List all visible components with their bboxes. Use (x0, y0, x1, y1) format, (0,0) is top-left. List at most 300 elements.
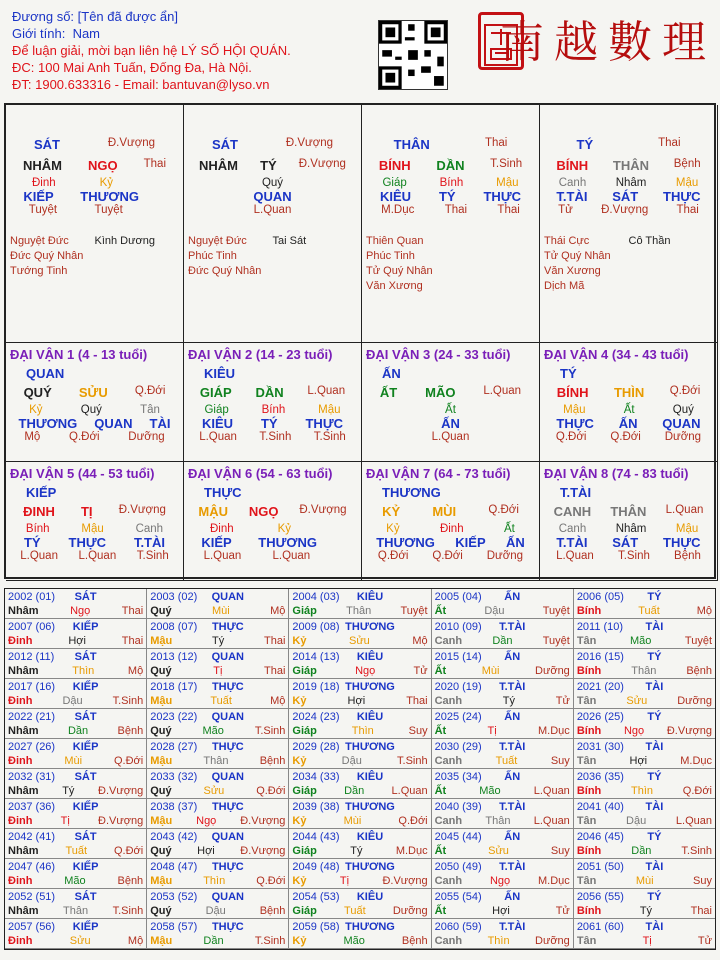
year-stem: Bính (576, 845, 602, 857)
year-cell[interactable] (432, 739, 574, 768)
year-branch: Dần (203, 935, 224, 947)
year-pillar (150, 784, 285, 798)
daivan-god-item: THỰC (305, 416, 343, 431)
year-phase: Mộ (127, 665, 144, 677)
year-phase: Tuyệt (542, 605, 570, 617)
year-label: 2023 (22) (150, 711, 198, 723)
daivan-main-item: ẤT (379, 385, 398, 400)
year-phase: Đ.Vượng (666, 725, 713, 737)
year-stem: Mậu (150, 875, 173, 887)
daivan-title: ĐẠI VẬN 5 (44 - 53 tuổi) (10, 466, 155, 481)
year-cell[interactable] (5, 709, 147, 738)
year-pillar (150, 634, 285, 648)
table-row (5, 679, 715, 709)
daivan-hidden-stem (10, 404, 179, 416)
year-cell[interactable] (147, 829, 289, 858)
year-cell[interactable] (5, 649, 147, 678)
year-pillar (150, 934, 285, 948)
daivan-main-item: SỬU (78, 385, 108, 400)
year-stem: Nhâm (8, 725, 39, 737)
daivan-main (188, 504, 357, 519)
year-pillar (8, 904, 143, 918)
year-phase: Q.Đới (398, 815, 428, 827)
year-cell[interactable] (5, 619, 147, 648)
year-label: 2050 (49) (434, 861, 482, 873)
year-cell[interactable] (289, 709, 431, 738)
year-cell[interactable] (147, 649, 289, 678)
year-phase: Suy (693, 875, 713, 887)
year-pillar (150, 604, 285, 618)
palace-state: Đ.Vượng (285, 137, 334, 149)
year-cell[interactable] (289, 649, 431, 678)
daivan-main-item: ĐINH (23, 504, 55, 519)
year-stem: Mậu (150, 815, 173, 827)
daivan-god (188, 535, 357, 550)
year-pillar (435, 724, 570, 738)
daivan-god (544, 416, 713, 431)
year-cell[interactable] (432, 589, 574, 618)
palace-main (366, 158, 535, 173)
year-pillar (8, 694, 143, 708)
year-cell[interactable] (574, 859, 715, 888)
year-label: 2033 (32) (150, 771, 198, 783)
year-label: 2011 (10) (576, 621, 624, 633)
daivan-main-item: KỶ (382, 504, 401, 519)
daivan-god (366, 535, 535, 550)
year-label: 2051 (50) (576, 861, 624, 873)
year-phase: Tuyệt (684, 635, 713, 647)
year-phase: T.Sinh (112, 905, 144, 917)
daivan-main-item: THÌN (613, 385, 645, 400)
daivan-main (366, 504, 535, 519)
daivan-main-item: MÙI (432, 504, 457, 519)
year-phase: Q.Đới (682, 785, 712, 797)
year-pillar (577, 874, 712, 888)
palace-god-item: T.TÀI (556, 189, 588, 204)
year-cell[interactable] (289, 619, 431, 648)
year-phase: M.Dục (680, 755, 713, 767)
gender-line (12, 25, 291, 42)
table-row (5, 709, 715, 739)
year-cell[interactable] (574, 739, 715, 768)
gender-label: Giới tính: (12, 26, 66, 41)
daivan-main-item: CANH (553, 504, 592, 519)
year-label: 2005 (04) (434, 591, 482, 603)
year-phase: Thai (264, 665, 286, 677)
daivan-phase-item: L.Quan (199, 431, 237, 443)
year-branch: Tị (60, 815, 70, 827)
year-stem: Mậu (150, 935, 173, 947)
palace-main-item: NGỌ (88, 158, 118, 173)
palace-main-item: T.Sinh (490, 158, 523, 170)
year-label: 2013 (12) (150, 651, 198, 663)
qr-code-icon[interactable] (378, 20, 448, 90)
year-cell[interactable] (147, 589, 289, 618)
year-cell[interactable] (574, 829, 715, 858)
year-phase: Mộ (696, 605, 712, 617)
year-cell[interactable] (574, 889, 715, 918)
daivan-main-item: NGỌ (248, 504, 279, 519)
year-cell[interactable] (147, 769, 289, 798)
year-god: THƯƠNG (345, 801, 395, 813)
year-god: T.TÀI (499, 621, 526, 633)
year-stem: Ất (434, 725, 447, 737)
daivan-hidden-stem-item: Đinh (439, 523, 464, 535)
year-stem: Kỷ (292, 635, 307, 647)
year-cell[interactable] (289, 889, 431, 918)
year-cell[interactable] (574, 619, 715, 648)
year-pillar (8, 874, 143, 888)
year-cell[interactable] (432, 679, 574, 708)
palace-star-name (629, 264, 714, 279)
year-label: 2038 (37) (150, 801, 198, 813)
year-phase: Bệnh (117, 875, 144, 887)
year-cell[interactable] (432, 919, 574, 948)
year-god: ẤN (504, 771, 521, 783)
year-label: 2061 (60) (576, 921, 624, 933)
year-stem: Ất (434, 665, 447, 677)
daivan-phase-item: T.Sinh (136, 550, 169, 562)
daivan-title: ĐẠI VẬN 3 (24 - 33 tuổi) (366, 347, 511, 362)
year-pillar (292, 754, 427, 768)
daivan-phase (188, 431, 357, 443)
year-label: 2042 (41) (8, 831, 56, 843)
daivan-hidden-stem-item: Canh (135, 523, 164, 535)
year-cell[interactable] (147, 799, 289, 828)
daivan-cell (362, 343, 540, 462)
daivan-god-item: ẤN (506, 535, 525, 550)
year-god: THƯƠNG (345, 921, 395, 933)
year-pillar (435, 904, 570, 918)
daivan-main (10, 385, 179, 400)
daivan-phase-item: L.Quan (20, 550, 58, 562)
daivan-main-item: MẬU (198, 504, 229, 519)
year-branch: Hợi (629, 755, 648, 767)
year-phase: Dưỡng (535, 665, 570, 677)
palace-star-name (273, 264, 358, 279)
year-label: 2022 (21) (8, 711, 56, 723)
year-pillar (435, 664, 570, 678)
year-cell[interactable] (289, 679, 431, 708)
palace-main-item: TÝ (260, 158, 277, 173)
year-label: 2045 (44) (434, 831, 482, 843)
year-god: KIẾP (72, 741, 99, 753)
year-label: 2055 (54) (434, 891, 482, 903)
palace-star: TÝ (576, 137, 594, 152)
year-god: TÀI (645, 861, 664, 873)
year-pillar (292, 814, 427, 828)
year-label: 2040 (39) (434, 801, 482, 813)
year-god: ẤN (504, 651, 521, 663)
daivan-main-item: L.Quan (665, 504, 704, 516)
palace-phase (366, 204, 535, 216)
year-cell[interactable] (5, 889, 147, 918)
year-label: 2047 (46) (8, 861, 56, 873)
daivan-main-item: Q.Đới (134, 385, 166, 397)
year-stem: Giáp (292, 785, 317, 797)
palace-hidden-stem (10, 177, 179, 189)
daivan-top-god: QUAN (26, 366, 65, 381)
year-cell[interactable] (289, 859, 431, 888)
daivan-god-item: T.TÀI (556, 535, 588, 550)
year-pillar (435, 844, 570, 858)
year-label: 2031 (30) (576, 741, 624, 753)
year-stem: Tân (576, 635, 597, 647)
daivan-phase-item: L.Quan (556, 550, 594, 562)
year-cell[interactable] (147, 889, 289, 918)
year-phase: Bệnh (117, 725, 144, 737)
year-stem: Tân (576, 935, 597, 947)
year-cell[interactable] (432, 799, 574, 828)
daivan-main-item: THÂN (610, 504, 647, 519)
year-stem: Ất (434, 785, 447, 797)
year-stem: Quý (150, 725, 172, 737)
year-cell[interactable] (147, 619, 289, 648)
daivan-phase (544, 431, 713, 443)
year-cell[interactable] (5, 919, 147, 948)
daivan-main-item: MÃO (425, 385, 456, 400)
daivan-hidden-stem-item: Kỷ (277, 523, 292, 535)
table-row (5, 919, 715, 949)
year-stem: Kỷ (292, 875, 307, 887)
year-cell[interactable] (147, 739, 289, 768)
year-god: KIÊU (356, 891, 384, 903)
daivan-main-item: TỊ (80, 504, 93, 519)
year-phase: Dưỡng (392, 905, 428, 917)
palace-star-name (95, 264, 180, 279)
palace-star-name (451, 279, 536, 294)
year-branch: Ngọ (70, 605, 91, 617)
year-phase: Tuyệt (400, 605, 428, 617)
year-cell[interactable] (432, 619, 574, 648)
year-god: KIẾP (72, 681, 99, 693)
year-cell[interactable] (432, 769, 574, 798)
year-pillar (150, 904, 285, 918)
palace-hidden-stem (544, 177, 713, 189)
daivan-top-god: THƯƠNG (382, 485, 441, 500)
palace-main (10, 158, 179, 173)
year-stem: Quý (150, 905, 172, 917)
year-pillar (150, 844, 285, 858)
palace-header (188, 137, 357, 152)
year-god: THỰC (211, 921, 244, 933)
daivan-phase-item: Dưỡng (128, 431, 165, 443)
palace-hidden-stem (188, 177, 357, 189)
year-label: 2043 (42) (150, 831, 198, 843)
daivan-hidden-stem-item: Bính (261, 404, 286, 416)
year-branch: Dậu (626, 815, 647, 827)
year-pillar (8, 634, 143, 648)
year-cell[interactable] (289, 829, 431, 858)
daivan-hidden-stem-item: Mậu (675, 523, 699, 535)
daivan-top-god: ẤN (382, 366, 401, 381)
year-cell[interactable] (5, 679, 147, 708)
palace-hidden-stem-item: Mậu (496, 177, 519, 189)
year-cell[interactable] (289, 589, 431, 618)
palace-star: SÁT (211, 137, 238, 152)
palace-state: Thai (484, 137, 508, 149)
year-cell[interactable] (289, 799, 431, 828)
year-stem: Đinh (8, 935, 33, 947)
year-god: KIÊU (356, 651, 384, 663)
year-cell[interactable] (574, 799, 715, 828)
year-cell[interactable] (574, 769, 715, 798)
daivan-god (544, 535, 713, 550)
year-cell[interactable] (147, 859, 289, 888)
year-stem: Nhâm (8, 905, 39, 917)
year-branch: Thân (63, 905, 89, 917)
palace-star-name: Tướng Tinh (10, 265, 68, 277)
palace-hidden-stem-item: Giáp (382, 177, 407, 189)
year-branch: Sửu (203, 785, 225, 797)
year-cell[interactable] (5, 859, 147, 888)
year-branch: Thìn (351, 725, 374, 737)
year-pillar (292, 874, 427, 888)
daivan-cell (184, 343, 362, 462)
year-cell[interactable] (432, 859, 574, 888)
year-cell[interactable] (432, 709, 574, 738)
palace-main-item: Đ.Vượng (298, 158, 346, 170)
year-stem: Mậu (150, 635, 173, 647)
daivan-phase-item: T.Sinh (313, 431, 346, 443)
year-cell[interactable] (574, 709, 715, 738)
year-cell[interactable] (574, 589, 715, 618)
daivan-god-item: T.TÀI (133, 535, 165, 550)
year-pillar (435, 694, 570, 708)
year-cell[interactable] (5, 739, 147, 768)
daivan-hidden-stem-item: Kỷ (29, 404, 43, 416)
year-phase: Q.Đới (113, 755, 144, 767)
year-phase: M.Dục (538, 875, 570, 887)
palace-star-name (629, 279, 714, 294)
year-god: TÀI (645, 621, 664, 633)
year-pillar (292, 904, 427, 918)
year-pillar (8, 814, 143, 828)
year-branch: Thân (485, 815, 511, 827)
year-pillar (292, 634, 427, 648)
year-phase: Bệnh (259, 905, 286, 917)
year-cell[interactable] (147, 709, 289, 738)
palace-phase-item: Tuyệt (28, 204, 58, 216)
palace-star: THÂN (393, 137, 430, 152)
year-god: THƯƠNG (345, 621, 395, 633)
year-cell[interactable] (147, 919, 289, 948)
year-stem: Nhâm (8, 665, 39, 677)
year-cell[interactable] (289, 769, 431, 798)
year-god: THƯƠNG (345, 681, 395, 693)
year-cell[interactable] (5, 829, 147, 858)
year-stem: Bính (576, 905, 602, 917)
year-cell[interactable] (289, 739, 431, 768)
daivan-hidden-stem-item: Bính (25, 523, 50, 535)
year-stem: Kỷ (292, 815, 307, 827)
year-pillar (577, 604, 712, 618)
palace-header (366, 137, 535, 152)
year-label: 2010 (09) (434, 621, 482, 633)
year-branch: Tuất (495, 755, 518, 767)
year-god: SÁT (74, 591, 97, 603)
year-phase: Mộ (270, 695, 286, 707)
palace-cell (362, 105, 540, 343)
year-cell[interactable] (432, 889, 574, 918)
palace-hidden-stem (366, 177, 535, 189)
daivan-god-item: TÝ (23, 535, 41, 550)
year-phase: Thai (264, 635, 286, 647)
year-label: 2017 (16) (8, 681, 56, 693)
daivan-cell (184, 462, 362, 581)
daivan-cell (6, 462, 184, 581)
year-cell[interactable] (432, 829, 574, 858)
year-label: 2041 (40) (576, 801, 624, 813)
daivan-phase-item: Q.Đới (432, 550, 463, 562)
daivan-phase-item: Q.Đới (377, 550, 409, 562)
palace-phase-item: L.Quan (253, 204, 292, 216)
year-stem: Đinh (8, 695, 33, 707)
year-label: 2046 (45) (576, 831, 624, 843)
daivan-god-item: KIẾP (201, 535, 232, 550)
year-pillar (435, 604, 570, 618)
palace-god (10, 189, 179, 204)
year-branch: Ngọ (196, 815, 217, 827)
daivan-hidden-stem (188, 404, 357, 416)
year-cell[interactable] (147, 679, 289, 708)
palace-star-name: Thái Cực (544, 235, 590, 247)
year-cell[interactable] (432, 649, 574, 678)
year-stem: Canh (434, 755, 463, 767)
year-phase: Suy (550, 755, 570, 767)
daivan-main (544, 385, 713, 400)
palace-god (544, 189, 713, 204)
year-label: 2004 (03) (292, 591, 340, 603)
year-pillar (435, 874, 570, 888)
year-branch: Tý (62, 785, 75, 797)
daivan-god-item: SÁT (612, 535, 639, 550)
year-cell[interactable] (574, 679, 715, 708)
year-god: TÝ (647, 771, 662, 783)
year-branch: Mùi (343, 815, 362, 827)
year-label: 2028 (27) (150, 741, 198, 753)
year-cell[interactable] (574, 649, 715, 678)
palace-main-item: DẦN (436, 158, 465, 173)
year-stem: Nhâm (8, 845, 39, 857)
year-stem: Giáp (292, 845, 317, 857)
year-label: 2032 (31) (8, 771, 56, 783)
year-phase: Q.Đới (256, 875, 286, 887)
year-cell[interactable] (574, 919, 715, 948)
year-cell[interactable] (5, 589, 147, 618)
year-cell[interactable] (5, 799, 147, 828)
year-phase: Đ.Vượng (382, 875, 428, 887)
palace-god (188, 189, 357, 204)
year-cell[interactable] (5, 769, 147, 798)
palace-phase-item: Thai (676, 204, 699, 216)
year-god: THỰC (211, 681, 244, 693)
daivan-main-item: Đ.Vượng (118, 504, 166, 516)
year-branch: Tuất (638, 605, 660, 617)
year-god: KIÊU (356, 711, 384, 723)
year-pillar (8, 724, 143, 738)
daivan-cell (6, 343, 184, 462)
palace-star-name (451, 264, 536, 279)
year-label: 2006 (05) (576, 591, 624, 603)
year-god: THỰC (211, 801, 244, 813)
palace-main-item: BÍNH (556, 158, 589, 173)
year-pillar (8, 754, 143, 768)
year-label: 2027 (26) (8, 741, 56, 753)
year-branch: Hợi (68, 635, 86, 647)
year-pillar (8, 844, 143, 858)
year-cell[interactable] (289, 919, 431, 948)
